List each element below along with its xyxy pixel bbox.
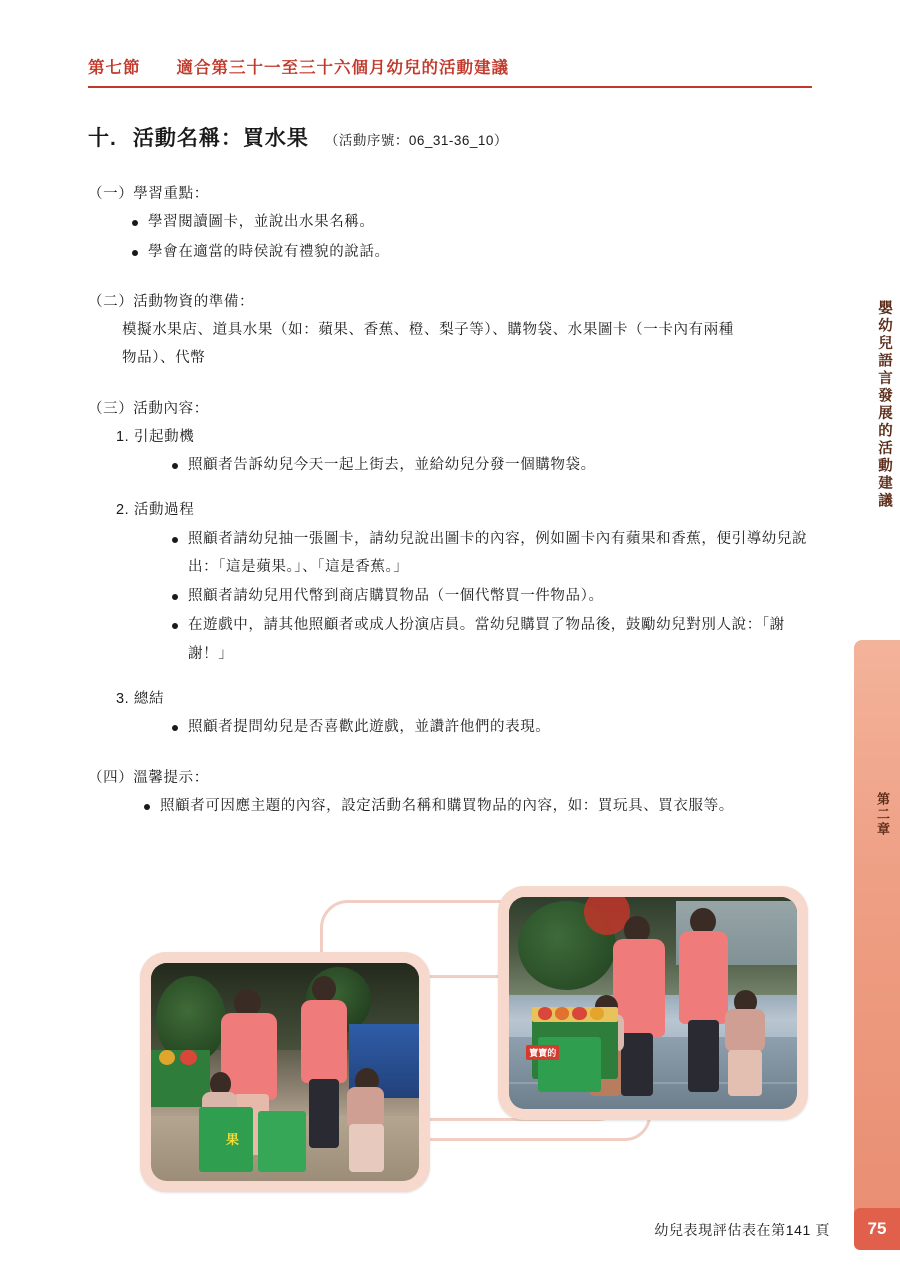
section-learning-focus [88, 180, 818, 266]
header-divider [88, 86, 812, 88]
photo-frame-2 [498, 886, 808, 1120]
step-3-label: 3. 總結 [116, 690, 165, 707]
page-number-badge: 75 [854, 1208, 900, 1250]
section-two-heading: （二）活動物資的準備： [88, 293, 255, 310]
step-2-bullets [116, 525, 818, 668]
step-2-label: 2. 活動過程 [116, 502, 195, 519]
list-item: 照顧者請幼兒抽一張圖卡，請幼兒說出圖卡的內容，例如圖卡內有蘋果和香蕉，便引導幼兒說出：「這是蘋果。」、「這是香蕉。」 [172, 525, 818, 582]
step-2 [88, 496, 818, 668]
activity-code: （活動序號：06_31-36_10） [324, 133, 508, 148]
list-item: 照顧者提問幼兒是否喜歡此遊戲，並讚許他們的表現。 [172, 713, 818, 741]
list-item: 在遊戲中，請其他照顧者或成人扮演店員。當幼兒購買了物品後，鼓勵幼兒對別人說：「謝謝！」 [172, 611, 818, 668]
step-1 [88, 423, 818, 480]
section-four-heading: （四）溫馨提示： [88, 769, 209, 786]
section-one-heading: （一）學習重點： [88, 186, 209, 202]
section-title: 適合第三十一至三十六個月幼兒的活動建議 [176, 59, 509, 77]
step-1-label: 1. 引起動機 [116, 428, 195, 445]
section-tips [88, 764, 818, 821]
step-1-bullets [116, 451, 818, 479]
chapter-side-tab [854, 640, 900, 1250]
step-3 [88, 685, 818, 742]
list-item: 學會在適當的時侯說有禮貌的說話。 [132, 238, 818, 266]
photo-bag-label: 果 [226, 1131, 241, 1147]
photo-frame-1 [140, 952, 430, 1192]
section-one-bullets [88, 208, 818, 266]
photo-2 [509, 897, 797, 1109]
section-four-bullets [88, 792, 818, 820]
step-3-bullets [116, 713, 818, 741]
photo-1 [151, 963, 419, 1181]
list-item: 照顧者請幼兒用代幣到商店購買物品（一個代幣買一件物品）。 [172, 582, 818, 610]
photo-sign-label: 寶寶的 [526, 1045, 559, 1060]
section-two-body [88, 316, 818, 373]
activity-name: 活動名稱：買水果 [132, 127, 309, 150]
section-number: 第七節 [88, 59, 141, 77]
activity-title [88, 122, 508, 152]
page-content [88, 180, 818, 826]
list-item: 照顧者可因應主題的內容，設定活動名稱和購買物品的內容，如：買玩具、買衣服等。 [144, 792, 818, 820]
page-header [88, 54, 788, 78]
footer-note: 幼兒表現評估表在第141 頁 [654, 1222, 830, 1238]
side-tab-chapter: 第二章 [875, 792, 890, 837]
side-tab-label: 嬰幼兒語言發展的活動建議 [876, 300, 892, 510]
section-materials [88, 288, 818, 373]
section-activity-content [88, 395, 818, 742]
section-three-heading: （三）活動內容： [88, 400, 209, 417]
materials-line-1: 模擬水果店、道具水果（如：蘋果、香蕉、橙、梨子等）、購物袋、水果圖卡（一卡內有兩種 [122, 322, 734, 339]
photo-group [130, 880, 810, 1210]
list-item: 學習閱讀圖卡，並說出水果名稱。 [132, 208, 818, 236]
list-item: 照顧者告訴幼兒今天一起上街去，並給幼兒分發一個購物袋。 [172, 451, 818, 479]
activity-number: 十. [88, 127, 117, 150]
materials-line-2: 物品）、代幣 [122, 350, 206, 367]
